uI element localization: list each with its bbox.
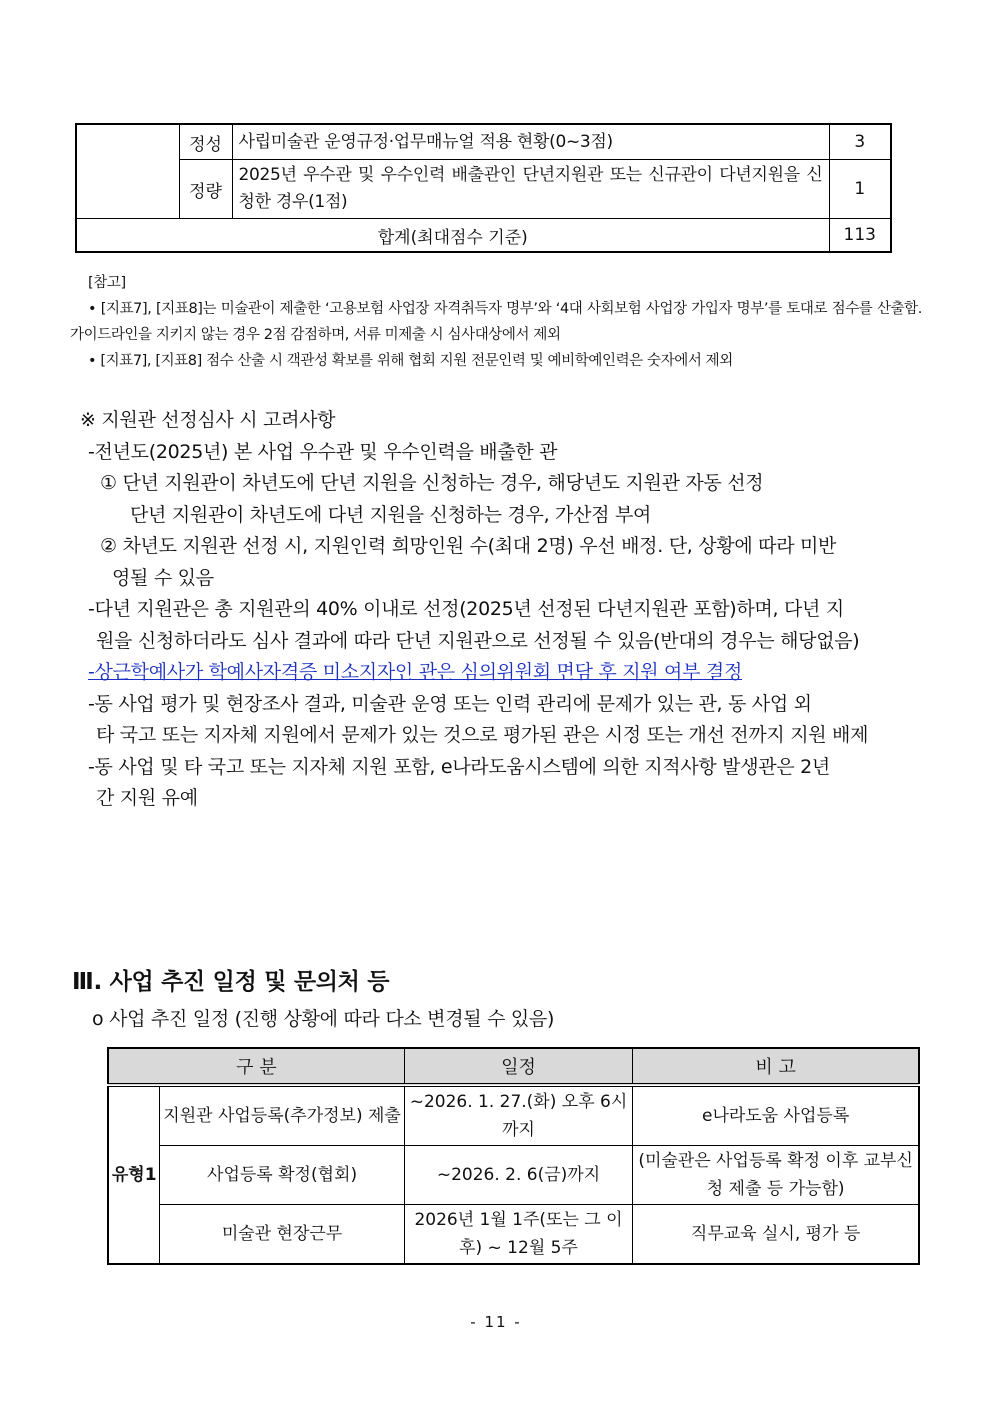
table-row bbox=[76, 160, 891, 219]
selection-considerations bbox=[78, 405, 921, 815]
consideration-subitem: 단년 지원관이 차년도에 다년 지원을 신청하는 경우, 가산점 부여 bbox=[130, 503, 652, 526]
item-line: 타 국고 또는 지자체 지원에서 문제가 있는 것으로 평가된 관은 시정 또는 개선 전까지 지원 배제 bbox=[96, 724, 869, 746]
consideration-item bbox=[78, 594, 921, 657]
item-cell: 지원관 사업등록(추가정보) 제출 bbox=[160, 1085, 404, 1146]
empty-cell bbox=[76, 124, 179, 219]
section-title: Ⅲ. 사업 추진 일정 및 문의처 등 bbox=[72, 969, 390, 995]
table-row bbox=[108, 1085, 919, 1146]
item-line: -다년 지원관은 총 지원관의 40% 이내로 선정(2025년 선정된 다년지원관 포함)하며, 다년 지 bbox=[88, 598, 844, 620]
item-line: -동 사업 및 타 국고 또는 지자체 지원 포함, e나라도움시스템에 의한 지적사항 발생관은 2년 bbox=[88, 755, 830, 778]
consideration-item bbox=[78, 752, 921, 815]
date-cell: ~2026. 1. 27.(화) 오후 6시까지 bbox=[404, 1085, 633, 1146]
reference-notes bbox=[70, 270, 922, 374]
category-cell: 정성 bbox=[179, 124, 232, 160]
item-line: 원을 신청하더라도 심사 결과에 따라 단년 지원관으로 선정될 수 있음(반대의 경우는 해당없음) bbox=[96, 629, 860, 652]
item-line: -동 사업 평가 및 현장조사 결과, 미술관 운영 또는 인력 관리에 문제가 있는 관, 동 사업 외 bbox=[88, 692, 812, 715]
page-number: - 11 - bbox=[470, 1313, 522, 1331]
date-cell: 2026년 1월 1주(또는 그 이후) ~ 12월 5주 bbox=[404, 1205, 633, 1265]
header-category: 구 분 bbox=[108, 1048, 404, 1085]
consideration-item: -전년도(2025년) 본 사업 우수관 및 우수인력을 배출한 관 bbox=[88, 440, 558, 463]
consideration-item bbox=[78, 657, 921, 689]
description-cell: 2025년 우수관 및 우수인력 배출관인 단년지원관 또는 신규관이 다년지원을 신청한 경우(1점) bbox=[232, 160, 829, 219]
note-cell: 직무교육 실시, 평가 등 bbox=[633, 1205, 919, 1265]
schedule-table bbox=[107, 1047, 920, 1265]
highlighted-item: -상근학예사가 학예사자격증 미소지자인 관은 심의위원회 면담 후 지원 여부 결정 bbox=[88, 661, 742, 683]
note-cell: e나라도움 사업등록 bbox=[633, 1085, 919, 1146]
type-cell: 유형1 bbox=[108, 1085, 160, 1264]
item-line: 간 지원 유예 bbox=[96, 787, 198, 809]
table-row bbox=[76, 124, 891, 160]
subitem-line: ② 차년도 지원관 선정 시, 지원인력 희망인원 수(최대 2명) 우선 배정. 단, 상황에 따라 미반 bbox=[100, 535, 837, 557]
total-value: 113 bbox=[829, 219, 891, 253]
header-date: 일정 bbox=[404, 1048, 633, 1085]
score-cell: 3 bbox=[829, 124, 891, 160]
notes-title: [참고] bbox=[88, 275, 126, 291]
score-table bbox=[75, 123, 892, 253]
consideration-subitem: ① 단년 지원관이 차년도에 단년 지원을 신청하는 경우, 해당년도 지원관 자동 선정 bbox=[100, 472, 764, 494]
score-cell: 1 bbox=[829, 160, 891, 219]
total-label: 합계(최대점수 기준) bbox=[76, 219, 829, 253]
total-row bbox=[76, 219, 891, 253]
note-cell: (미술관은 사업등록 확정 이후 교부신청 제출 등 가능함) bbox=[633, 1146, 919, 1205]
subitem-line: 영될 수 있음 bbox=[112, 566, 214, 589]
consideration-item bbox=[78, 689, 921, 752]
date-cell: ~2026. 2. 6(금)까지 bbox=[404, 1146, 633, 1205]
considerations-title: ※ 지원관 선정심사 시 고려사항 bbox=[80, 409, 336, 431]
category-cell: 정량 bbox=[179, 160, 232, 219]
description-cell: 사립미술관 운영규정·업무매뉴얼 적용 현황(0~3점) bbox=[232, 124, 829, 160]
table-header-row bbox=[108, 1048, 919, 1085]
header-note: 비 고 bbox=[633, 1048, 919, 1085]
table-row bbox=[108, 1146, 919, 1205]
item-cell: 사업등록 확정(협회) bbox=[160, 1146, 404, 1205]
consideration-subitem bbox=[78, 531, 921, 594]
table-row bbox=[108, 1205, 919, 1265]
section-subtitle: o 사업 추진 일정 (진행 상황에 따라 다소 변경될 수 있음) bbox=[92, 1008, 555, 1030]
note-item: • [지표7], [지표8]는 미술관이 제출한 ‘고용보험 사업장 자격취득자 명부’와 ‘4대 사회보험 사업장 가입자 명부’를 토대로 점수를 산출함. 가이드라인을 지키지 않는 경우 2점 감점하며, 서류 미제출 시 심사대상에서 제외 bbox=[70, 301, 922, 343]
note-item: • [지표7], [지표8] 점수 산출 시 객관성 확보를 위해 협회 지원 전문인력 및 예비학예인력은 숫자에서 제외 bbox=[88, 353, 733, 369]
item-cell: 미술관 현장근무 bbox=[160, 1205, 404, 1265]
